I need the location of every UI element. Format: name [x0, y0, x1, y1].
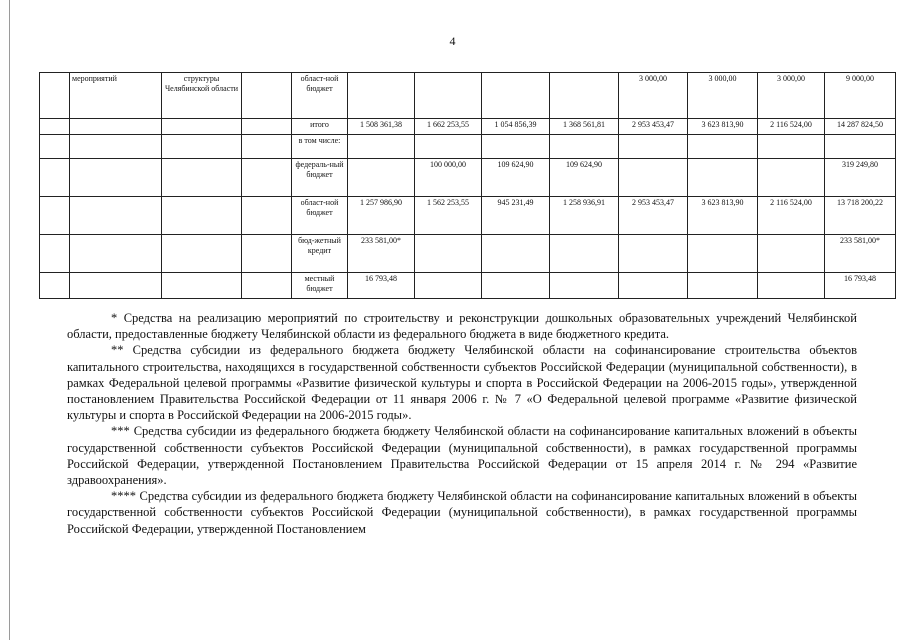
cell-index [40, 197, 70, 235]
table-row [40, 135, 896, 159]
cell-amount [348, 73, 415, 119]
cell-measure [70, 119, 162, 135]
cell-amount [758, 273, 825, 299]
cell-amount: 3 000,00 [688, 73, 758, 119]
cell-structure: структуры Челябинской области [162, 73, 242, 119]
cell-amount: 100 000,00 [415, 159, 482, 197]
cell-funding-source: област-ной бюджет [292, 73, 348, 119]
cell-amount: 1 562 253,55 [415, 197, 482, 235]
cell-amount: 1 508 361,38 [348, 119, 415, 135]
cell-amount: 2 116 524,00 [758, 119, 825, 135]
cell-funding-source: итого [292, 119, 348, 135]
footnote-1: * Средства на реализацию мероприятий по строительству и реконструкции дошкольных образовательных учреждений Челябинской области, предоставленные бюджету Челябинской области из федерального бюджета в виде бюджетного кредита. [67, 311, 857, 342]
cell-amount [415, 73, 482, 119]
cell-amount [619, 159, 688, 197]
cell-amount [482, 73, 550, 119]
cell-funding-source: в том числе: [292, 135, 348, 159]
cell-amount: 2 953 453,47 [619, 197, 688, 235]
table-row [40, 197, 896, 235]
cell-amount: 13 718 200,22 [825, 197, 896, 235]
cell-measure [70, 135, 162, 159]
cell-amount: 1 257 986,90 [348, 197, 415, 235]
cell-amount: 3 623 813,90 [688, 119, 758, 135]
cell-amount [619, 273, 688, 299]
footnote-2: ** Средства субсидии из федерального бюджета бюджету Челябинской области на софинансирование строительства объектов капитального строительства, находящихся в государственной собственности субъектов Российской Федерации (муниципальной собственности), в рамках Федеральной целевой программы «Развитие физической культуры и спорта в Российской Федерации на 2006-2015 годы», утвержденной постановлением Правительства Российской Федерации от 11 января 2006 г. № 7 «О Федеральной целевой программе «Развитие физической культуры и спорта в Российской Федерации на 2006-2015 годы». [67, 343, 857, 423]
cell-empty [242, 73, 292, 119]
table-row [40, 273, 896, 299]
cell-index [40, 273, 70, 299]
table-row [40, 119, 896, 135]
cell-amount [688, 235, 758, 273]
cell-amount [415, 273, 482, 299]
footnotes [67, 310, 857, 537]
cell-structure [162, 235, 242, 273]
cell-amount [758, 135, 825, 159]
cell-funding-source: местный бюджет [292, 273, 348, 299]
cell-amount [758, 235, 825, 273]
scan-edge-line [9, 0, 10, 640]
cell-measure: мероприятий [70, 73, 162, 119]
cell-amount: 16 793,48 [825, 273, 896, 299]
cell-amount [825, 135, 896, 159]
cell-funding-source: федераль-ный бюджет [292, 159, 348, 197]
cell-funding-source: област-ной бюджет [292, 197, 348, 235]
cell-index [40, 73, 70, 119]
cell-index [40, 119, 70, 135]
cell-amount [482, 135, 550, 159]
cell-index [40, 159, 70, 197]
cell-index [40, 235, 70, 273]
cell-amount [550, 73, 619, 119]
cell-amount: 945 231,49 [482, 197, 550, 235]
footnote-3: *** Средства субсидии из федерального бюджета бюджету Челябинской области на софинансирование капитальных вложений в объекты государственной собственности субъектов Российской Федерации (муниципальной собственности), в рамках государственной программы Российской Федерации, утвержденной Постановлением Правительства Российской Федерации от 15 апреля 2014 г. № 294 «Развитие здравоохранения». [67, 424, 857, 488]
cell-amount: 109 624,90 [550, 159, 619, 197]
cell-amount [415, 135, 482, 159]
cell-amount [482, 273, 550, 299]
cell-amount: 109 624,90 [482, 159, 550, 197]
page-number: 4 [449, 34, 456, 48]
cell-amount: 233 581,00* [348, 235, 415, 273]
cell-amount [550, 135, 619, 159]
cell-structure [162, 135, 242, 159]
cell-empty [242, 159, 292, 197]
cell-amount [550, 273, 619, 299]
footnote-4: **** Средства субсидии из федерального бюджета бюджету Челябинской области на софинансирование капитальных вложений в объекты государственной собственности субъектов Российской Федерации (муниципальной собственности), в рамках государственной программы Российской Федерации, утвержденной Постановлением [67, 489, 857, 536]
cell-amount: 1 054 856,39 [482, 119, 550, 135]
cell-structure [162, 197, 242, 235]
cell-amount: 233 581,00* [825, 235, 896, 273]
table-row [40, 235, 896, 273]
cell-amount [348, 159, 415, 197]
cell-measure [70, 273, 162, 299]
cell-empty [242, 235, 292, 273]
cell-amount [415, 235, 482, 273]
cell-amount: 1 662 253,55 [415, 119, 482, 135]
cell-amount: 319 249,80 [825, 159, 896, 197]
cell-amount [688, 135, 758, 159]
table-row [40, 73, 896, 119]
cell-amount: 14 287 824,50 [825, 119, 896, 135]
cell-amount: 3 000,00 [619, 73, 688, 119]
cell-amount: 3 000,00 [758, 73, 825, 119]
cell-measure [70, 197, 162, 235]
cell-amount: 2 953 453,47 [619, 119, 688, 135]
budget-table [39, 72, 896, 299]
cell-amount: 2 116 524,00 [758, 197, 825, 235]
cell-amount [619, 135, 688, 159]
cell-empty [242, 135, 292, 159]
cell-amount: 1 258 936,91 [550, 197, 619, 235]
cell-empty [242, 273, 292, 299]
cell-amount [482, 235, 550, 273]
cell-structure [162, 119, 242, 135]
cell-funding-source: бюд-жетный кредит [292, 235, 348, 273]
cell-amount [688, 273, 758, 299]
cell-measure [70, 235, 162, 273]
cell-measure [70, 159, 162, 197]
cell-empty [242, 197, 292, 235]
cell-amount [758, 159, 825, 197]
cell-amount: 16 793,48 [348, 273, 415, 299]
cell-amount [619, 235, 688, 273]
cell-empty [242, 119, 292, 135]
cell-structure [162, 159, 242, 197]
cell-amount: 1 368 561,81 [550, 119, 619, 135]
cell-amount: 3 623 813,90 [688, 197, 758, 235]
cell-amount [550, 235, 619, 273]
cell-structure [162, 273, 242, 299]
cell-amount [688, 159, 758, 197]
cell-amount [348, 135, 415, 159]
cell-amount: 9 000,00 [825, 73, 896, 119]
table-row [40, 159, 896, 197]
cell-index [40, 135, 70, 159]
